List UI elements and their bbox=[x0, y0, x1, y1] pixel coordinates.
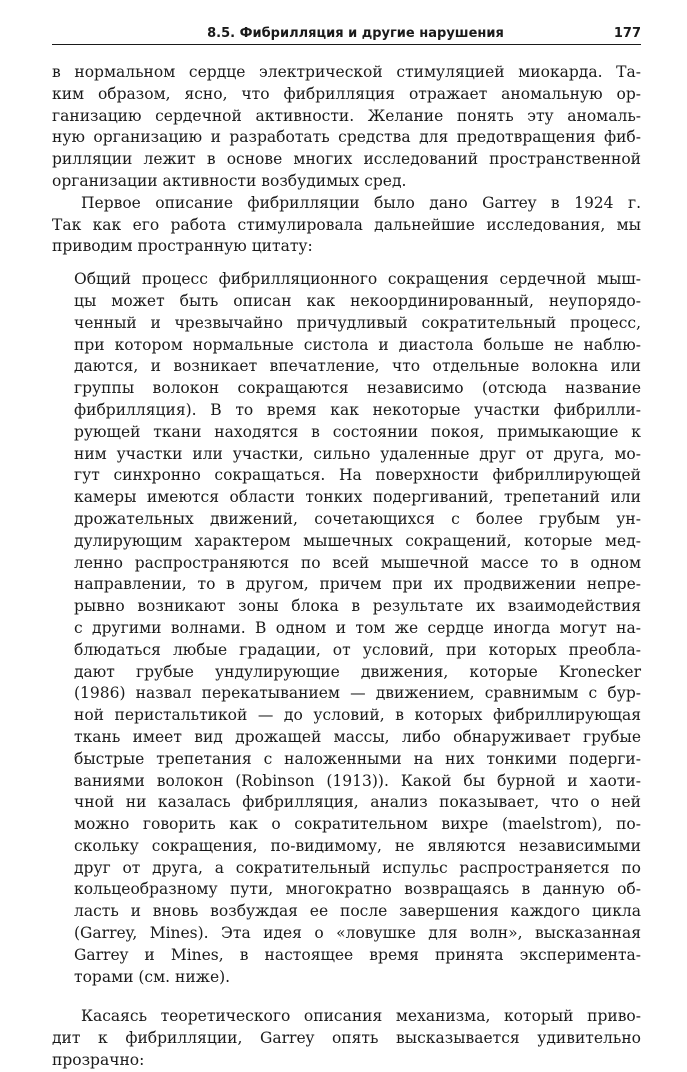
text-line: ким образом, ясно, что фибрилляция отражает аномальную ор- bbox=[52, 84, 641, 103]
quote-line: камеры имеются области тонких подергиваний, трепетаний или bbox=[74, 488, 641, 507]
quote-line: ченный и чрезвычайно причудливый сократительный процесс, bbox=[74, 313, 641, 332]
text-line: Касаясь теоретического описания механизма, который приво- bbox=[81, 1007, 641, 1026]
quote-line: (1986) назвал перекатыванием — движением, сравнимым с бур- bbox=[74, 684, 641, 703]
quote-line: даются, и возникает впечатление, что отдельные волокна или bbox=[74, 357, 641, 376]
quote-line: ткань имеет вид дрожащей массы, либо обнаруживает грубые bbox=[74, 727, 641, 746]
quote-line: скольку сокращения, по-видимому, не являются независимыми bbox=[74, 836, 641, 855]
quote-line: ласть и вновь возбуждая ее после завершения каждого цикла bbox=[74, 902, 641, 921]
quote-line: чной ни казалась фибрилляция, анализ показывает, что о ней bbox=[74, 793, 641, 812]
quote-line: с другими волнами. В одном и том же сердце иногда могут на- bbox=[74, 618, 641, 637]
quote-line: гут синхронно сокращаться. На поверхности фибриллирующей bbox=[74, 466, 641, 485]
paragraph-continued bbox=[52, 62, 641, 193]
quote-line: дулирующим характером мышечных сокращений, которые мед- bbox=[74, 531, 641, 550]
section-title: 8.5. Фибрилляция и другие нарушения bbox=[207, 26, 504, 41]
quote-line: ной перистальтикой — до условий, в которых фибриллирующая bbox=[74, 706, 641, 725]
spacer bbox=[52, 988, 641, 1006]
quote-line: ленно распространяются по всей мышечной массе то в одном bbox=[74, 553, 641, 572]
running-header bbox=[52, 26, 641, 45]
paragraph-garrey-intro bbox=[52, 193, 641, 258]
quote-line: дают грубые ундулирующие движения, которые Kronecker bbox=[74, 662, 641, 681]
quote-line: дрожательных движений, сочетающихся с более грубым ун- bbox=[74, 509, 641, 528]
text-line: дит к фибрилляции, Garrey опять высказывается удивительно bbox=[52, 1029, 641, 1048]
quote-line: направлении, то в другом, причем при их продвижении непре- bbox=[74, 575, 641, 594]
text-line: прозрачно: bbox=[52, 1051, 145, 1070]
text-line: в нормальном сердце электрической стимуляцией миокарда. Та- bbox=[52, 63, 641, 81]
quote-line: ним участки или участки, сильно удаленные друг от друга, мо- bbox=[74, 444, 641, 463]
text-line: организации активности возбудимых сред. bbox=[52, 171, 407, 190]
page-number: 177 bbox=[613, 26, 641, 41]
text-line: рилляции лежит в основе многих исследований пространственной bbox=[52, 150, 641, 169]
quote-line: друг от друга, а сократительный испульс распространяется по bbox=[74, 858, 641, 877]
text-line: приводим пространную цитату: bbox=[52, 237, 313, 256]
quote-line: блюдаться любые градации, от условий, при которых преобла- bbox=[74, 640, 641, 659]
text-line: ганизацию сердечной активности. Желание понять эту аномаль- bbox=[52, 106, 641, 125]
paragraph-theory bbox=[52, 1006, 641, 1071]
quote-line: ваниями волокон (Robinson (1913)). Какой бы бурной и хаоти- bbox=[74, 771, 641, 790]
quote-line: (Garrey, Mines). Эта идея о «ловушке для волн», высказанная bbox=[74, 924, 641, 943]
quote-line: быстрые трепетания с наложенными на них тонкими подерги- bbox=[74, 749, 641, 768]
quote-line: кольцеобразному пути, многократно возвращаясь в данную об- bbox=[74, 880, 641, 899]
quote-line: группы волокон сокращаются независимо (отсюда название bbox=[74, 379, 641, 398]
quote-line: рующей ткани находятся в состоянии покоя, примыкающие к bbox=[74, 422, 641, 441]
text-line: Первое описание фибрилляции было дано Garrey в 1924 г. bbox=[81, 193, 641, 212]
quote-line: Garrey и Mines, в настоящее время принята эксперимента- bbox=[74, 945, 641, 964]
quote-line: при котором нормальные систола и диастола больше не наблю- bbox=[74, 335, 641, 354]
page-body bbox=[52, 62, 641, 1072]
block-quote bbox=[74, 269, 641, 988]
quote-line: можно говорить как о сократительном вихре (maelstrom), по- bbox=[74, 815, 641, 834]
quote-line: цы может быть описан как некоординированный, неупорядо- bbox=[74, 291, 641, 310]
text-line: Так как его работа стимулировала дальнейшие исследования, мы bbox=[52, 215, 641, 234]
quote-line: Общий процесс фибрилляционного сокращения сердечной мыш- bbox=[74, 270, 641, 289]
quote-line: рывно возникают зоны блока в результате их взаимодействия bbox=[74, 597, 641, 616]
spacer bbox=[52, 258, 641, 269]
quote-line: торами (см. ниже). bbox=[74, 967, 231, 986]
text-line: ную организацию и разработать средства для предотвращения фиб- bbox=[52, 128, 641, 147]
quote-line: фибрилляция). В то время как некоторые участки фибрилли- bbox=[74, 400, 641, 419]
